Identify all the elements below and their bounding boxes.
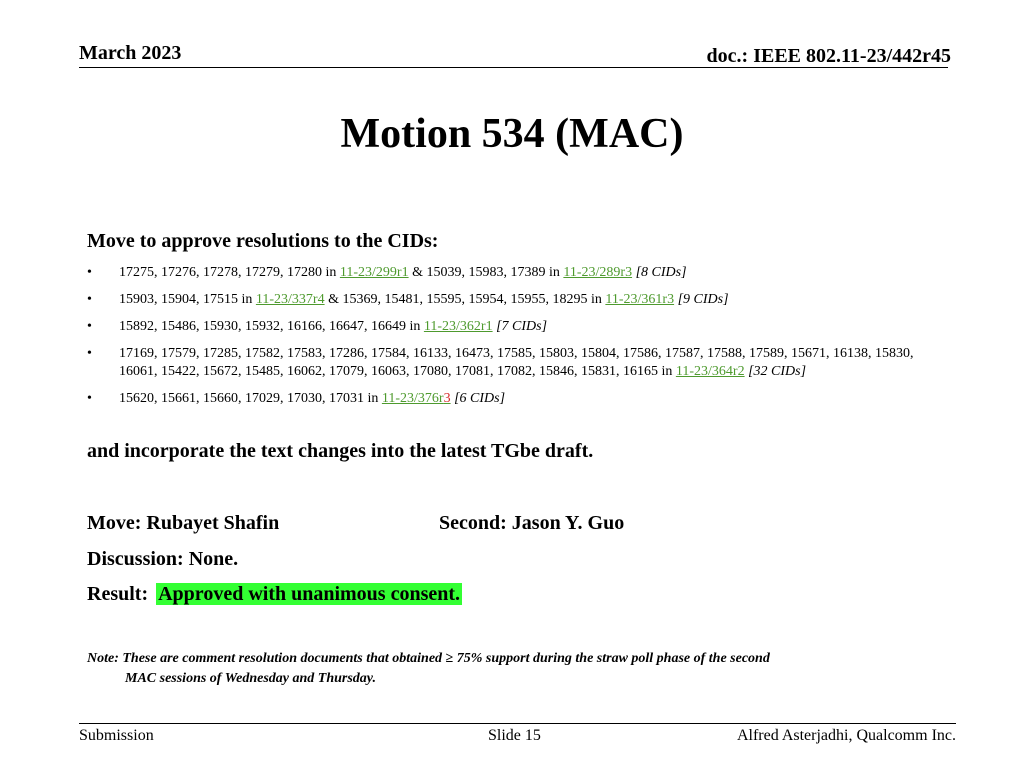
note <box>87 649 947 689</box>
note-line: Note: These are comment resolution documents that obtained ≥ 75% support during the straw poll phase of the second <box>87 651 770 666</box>
cid-count: [7 CIDs] <box>492 319 548 334</box>
list-item <box>87 264 937 282</box>
doc-link[interactable]: 11-23/361r3 <box>605 292 675 307</box>
note-line: MAC sessions of Wednesday and Thursday. <box>125 671 377 686</box>
cid-text: 15903, 15904, 17515 in <box>119 292 256 307</box>
motion-conclusion: and incorporate the text changes into the latest TGbe draft. <box>87 440 594 462</box>
seconder: Second: Jason Y. Guo <box>439 512 625 534</box>
doc-link[interactable]: 11-23/337r4 <box>255 292 325 307</box>
result <box>87 583 462 606</box>
list-item <box>87 345 937 381</box>
list-item <box>87 291 937 309</box>
doc-link[interactable]: 11-23/364r2 <box>675 364 745 379</box>
result-value: Approved with unanimous consent. <box>158 583 461 605</box>
doc-link-base: 11-23/376r <box>381 391 444 406</box>
doc-link[interactable] <box>382 391 451 406</box>
bullet-icon: • <box>87 319 92 334</box>
bullet-icon: • <box>87 265 92 280</box>
result-label: Result: <box>87 583 154 605</box>
footer-submission: Submission <box>79 727 154 744</box>
cid-count: [9 CIDs] <box>674 292 729 307</box>
cid-count: [6 CIDs] <box>450 391 506 406</box>
cid-text: 17275, 17276, 17278, 17279, 17280 in <box>119 265 340 280</box>
bullet-icon: • <box>87 292 92 307</box>
doc-link[interactable]: 11-23/362r1 <box>423 319 493 334</box>
footer-divider <box>79 723 956 724</box>
slide-number: Slide 15 <box>488 727 541 744</box>
doc-link-revision: 3 <box>443 391 451 406</box>
doc-link[interactable]: 11-23/289r3 <box>563 265 633 280</box>
bullet-icon: • <box>87 346 92 361</box>
cid-text: & 15039, 15983, 17389 in <box>408 265 564 280</box>
footer-author: Alfred Asterjadhi, Qualcomm Inc. <box>736 727 956 744</box>
motion-intro: Move to approve resolutions to the CIDs: <box>87 230 439 252</box>
header-date: March 2023 <box>79 42 182 64</box>
header-divider <box>79 67 948 68</box>
bullet-icon: • <box>87 391 92 406</box>
cid-text: 17169, 17579, 17285, 17582, 17583, 17286, 17584, 16133, 16473, 17585, 15803, 15804, 17586, 17587, 17588, 17589, 15671, 16138, 15830, 16061, 15422, 15672, 15485, 16062, 17079, 16063, 17080, 17081, 17082, 15846, 15831, 16165 in <box>119 346 914 379</box>
cid-list <box>87 264 937 417</box>
cid-count: [32 CIDs] <box>744 364 807 379</box>
cid-text: & 15369, 15481, 15595, 15954, 15955, 18295 in <box>324 292 606 307</box>
doc-link[interactable]: 11-23/299r1 <box>339 265 409 280</box>
mover: Move: Rubayet Shafin <box>87 512 280 534</box>
cid-count: [8 CIDs] <box>632 265 687 280</box>
header-doc-id: doc.: IEEE 802.11-23/442r45 <box>706 45 951 67</box>
list-item <box>87 318 937 336</box>
cid-text: 15620, 15661, 15660, 17029, 17030, 17031 in <box>119 391 382 406</box>
list-item <box>87 390 937 408</box>
discussion: Discussion: None. <box>87 548 239 570</box>
cid-text: 15892, 15486, 15930, 15932, 16166, 16647, 16649 in <box>119 319 424 334</box>
slide-title: Motion 534 (MAC) <box>340 111 684 157</box>
